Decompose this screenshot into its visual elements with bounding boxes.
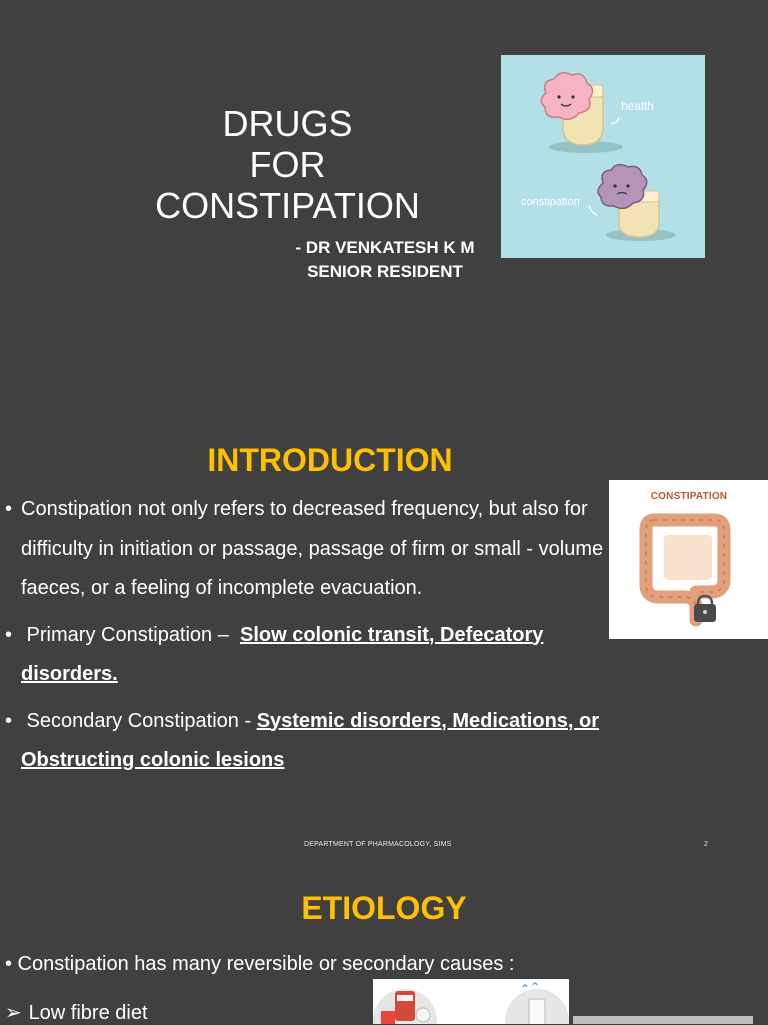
page-number: 2 [704, 841, 708, 848]
etiology-intro: • Constipation has many reversible or secondary causes : [5, 953, 515, 975]
bullet-dot: • [5, 498, 13, 520]
etiology-heading: ETIOLOGY [301, 890, 467, 926]
slide-title [130, 103, 445, 226]
constipation-label: constipation [521, 196, 580, 208]
author-block [270, 236, 500, 284]
constipated-colon-illustration [609, 480, 768, 639]
colon-illustration-label: CONSTIPATION [650, 491, 728, 502]
bullet-text: Primary Constipation – [21, 623, 240, 646]
bullet-emphasis: Systemic disorders, Medications, or Obstructing colonic lesions [21, 709, 600, 771]
health-label: health [621, 99, 654, 113]
title-line-1: DRUGS [222, 103, 353, 144]
etiology-item-text: Low fibre diet [28, 1002, 148, 1024]
bullet-dot: • [5, 709, 13, 732]
introduction-slide [0, 420, 768, 860]
etiology-slide [0, 860, 768, 1024]
title-slide [0, 0, 768, 420]
slide-footer: DEPARTMENT OF PHARMACOLOGY, SIMS [304, 841, 452, 848]
arrow-bullet-icon: ➢ [5, 1002, 22, 1024]
bullet-secondary-constipation [5, 702, 610, 781]
introduction-bullet-list [5, 490, 610, 788]
bullet-definition [5, 490, 610, 609]
bullet-text: Constipation not only refers to decreased frequency, but also for difficulty in initiation or passage, passage of firm or small - volume faeces, or a feeling of incomplete evacuation. [21, 498, 604, 599]
bullet-primary-constipation [5, 616, 610, 695]
bullet-text: Secondary Constipation - [21, 709, 257, 732]
bullet-dot: • [5, 623, 13, 646]
bullet-emphasis: Slow colonic transit, Defecatory disorders. [21, 623, 544, 685]
introduction-heading: INTRODUCTION [207, 442, 453, 478]
author-role: SENIOR RESIDENT [307, 262, 463, 281]
health-vs-constipation-illustration [501, 55, 705, 258]
author-name: - DR VENKATESH K M [295, 238, 475, 257]
image-placeholder [573, 1016, 753, 1024]
etiology-item [5, 1000, 148, 1025]
title-line-2: FOR [249, 144, 326, 185]
title-line-3: CONSTIPATION [155, 185, 420, 226]
diet-illustration [373, 979, 569, 1024]
